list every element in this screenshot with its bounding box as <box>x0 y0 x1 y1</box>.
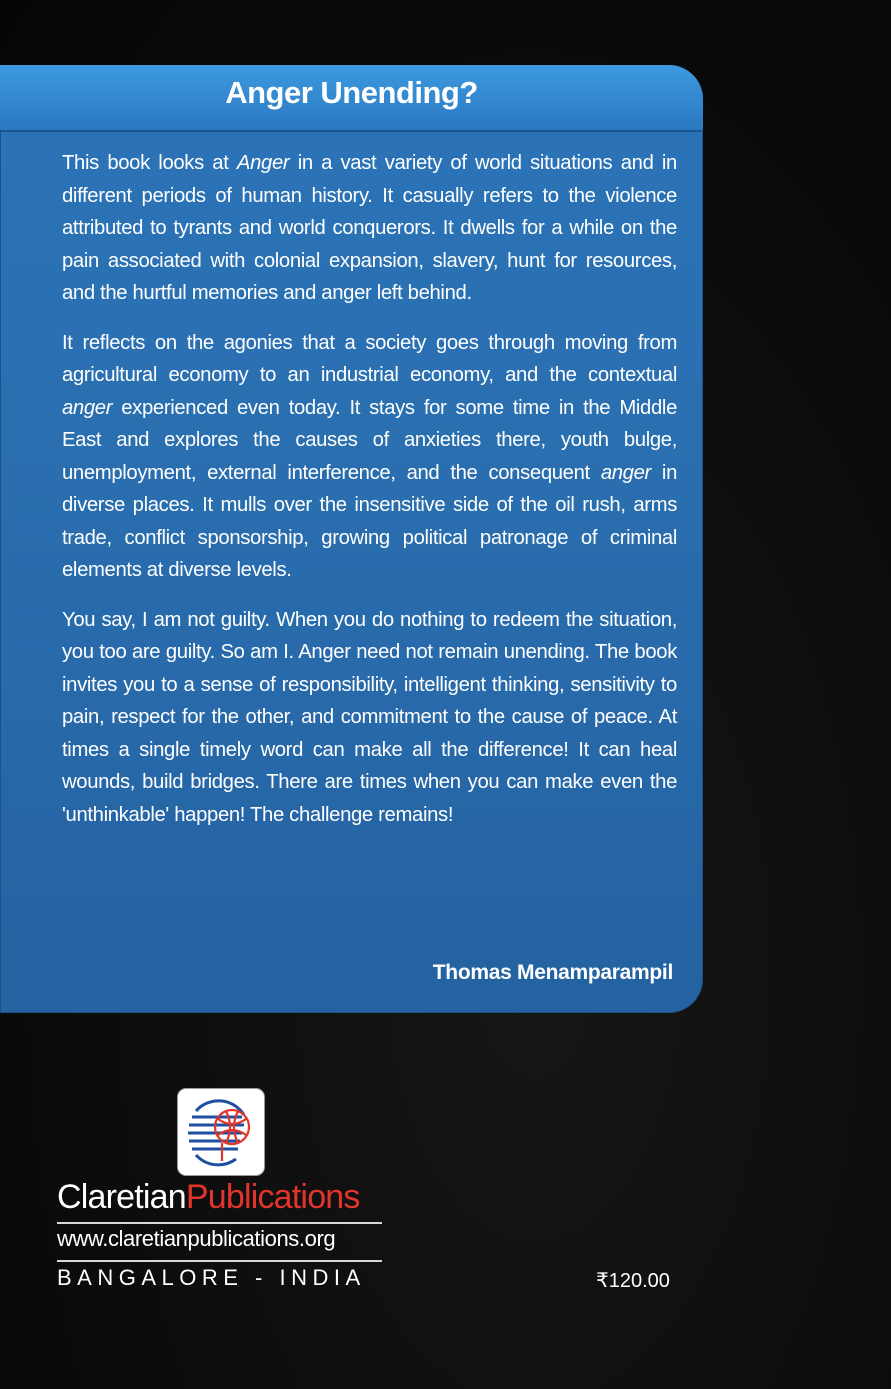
blurb-paragraph: It reflects on the agonies that a society goes through moving from agricultural economy to an industrial economy, and the contextual anger experienced even today. It stays for some time in the Middle East and explores the causes of anxieties there, youth bulge, unemployment, external interference, and the consequent anger in diverse places. It mulls over the insensitive side of the oil rush, arms trade, conflict sponsorship, growing political patronage of criminal elements at diverse levels. <box>62 331 677 581</box>
emphasis-text: anger <box>62 396 113 419</box>
blurb-paragraph: You say, I am not guilty. When you do nothing to redeem the situation, you too are guilty. So am I. Anger need not remain unending. The book invites you to a sense of responsibility, intelligent thinking, sensitivity to pain, respect for the other, and commitment to the cause of peace. At times a single timely word can make all the difference! It can heal wounds, build bridges. There are times when you can make even the 'unthinkable' happen! The challenge remains! <box>62 608 677 826</box>
publisher-location: BANGALORE - INDIA <box>57 1265 366 1290</box>
blurb-text <box>62 147 677 848</box>
publisher-name-part1: Claretian <box>57 1178 186 1216</box>
author-name: Thomas Menamparampil <box>432 961 673 984</box>
emphasis-text: Anger <box>236 152 290 174</box>
publisher-name-part2: Publications <box>185 1178 360 1216</box>
publisher-website: www.claretianpublications.org <box>57 1226 336 1251</box>
emphasis-text: anger <box>600 461 651 484</box>
blurb-panel <box>0 65 703 1013</box>
publisher-name <box>57 1178 360 1217</box>
price-label: ₹120.00 <box>596 1270 670 1292</box>
divider-line <box>57 1260 382 1262</box>
divider-line <box>57 1222 382 1224</box>
blurb-paragraph: This book looks at Anger in a vast variety of world situations and in different periods of human history. It casually refers to the violence attributed to tyrants and world conquerors. It dwells for a while on the pain associated with colonial expansion, slavery, hunt for resources, and the hurtful memories and anger left behind. <box>62 152 677 304</box>
globe-logo-icon <box>177 1088 265 1176</box>
blurb-title: Anger Unending? <box>225 75 478 110</box>
